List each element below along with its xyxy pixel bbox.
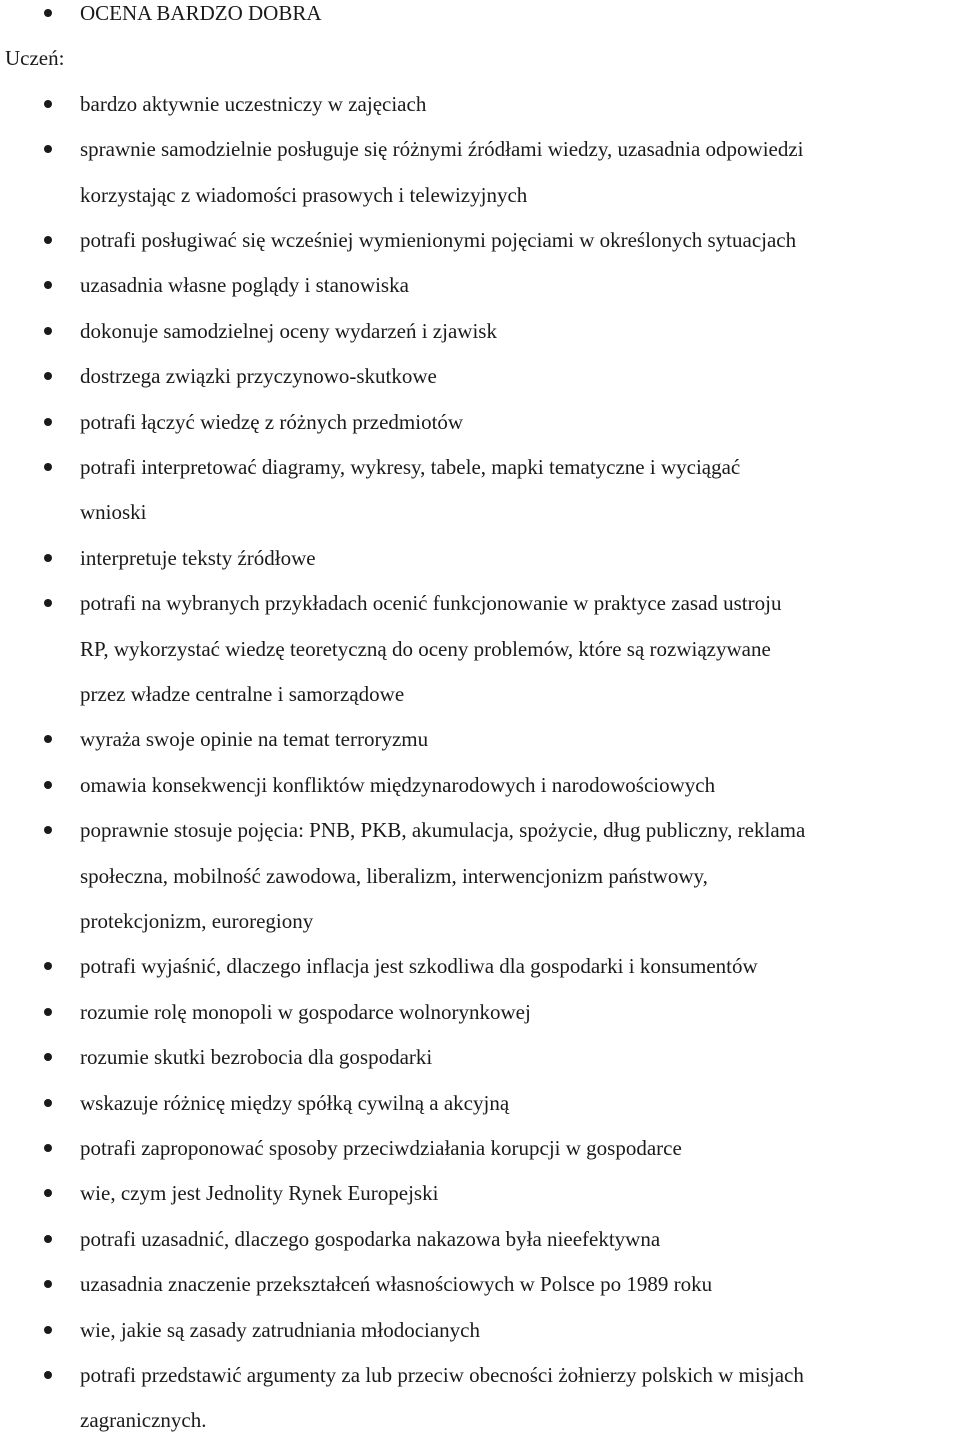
list-item bbox=[0, 308, 960, 354]
list-item-text: rozumie skutki bezrobocia dla gospodarki bbox=[80, 1045, 433, 1070]
bullet-icon bbox=[44, 1326, 52, 1334]
list-item bbox=[0, 1034, 960, 1080]
bullet-icon bbox=[44, 1189, 52, 1197]
list-item-text: sprawnie samodzielnie posługuje się różnymi źródłami wiedzy, uzasadnia odpowiedzi bbox=[80, 137, 804, 162]
list-item bbox=[0, 353, 960, 399]
list-item-continuation bbox=[0, 1397, 960, 1443]
bullet-icon bbox=[44, 1144, 52, 1152]
bullet-icon bbox=[44, 9, 52, 17]
list-item-text: potrafi posługiwać się wcześniej wymienionymi pojęciami w określonych sytuacjach bbox=[80, 228, 797, 252]
list-item-text: wnioski bbox=[80, 500, 147, 525]
list-item-text: RP, wykorzystać wiedzę teoretyczną do oceny problemów, które są rozwiązywane bbox=[80, 636, 771, 661]
list-item bbox=[0, 1080, 960, 1126]
list-item-continuation bbox=[0, 489, 960, 535]
list-item bbox=[0, 126, 960, 172]
list-item-text: wie, czym jest Jednolity Rynek Europejski bbox=[80, 1181, 439, 1206]
bullet-icon bbox=[44, 962, 52, 970]
bullet-icon bbox=[44, 781, 52, 789]
list-item bbox=[0, 989, 960, 1035]
list-item-text: wskazuje różnicę między spółką cywilną a akcyjną bbox=[80, 1090, 510, 1115]
list-item-text: poprawnie stosuje pojęcia: PNB, PKB, akumulacja, spożycie, dług publiczny, reklama bbox=[80, 818, 806, 843]
list-item-text: interpretuje teksty źródłowe bbox=[80, 545, 316, 570]
list-item-text: wyraża swoje opinie na temat terroryzmu bbox=[80, 727, 429, 752]
student-label: Uczeń: bbox=[5, 46, 65, 71]
list-item bbox=[0, 1170, 960, 1216]
list-item bbox=[0, 807, 960, 853]
bullet-icon bbox=[44, 281, 52, 289]
list-item bbox=[0, 444, 960, 490]
list-item-text: przez władze centralne i samorządowe bbox=[80, 682, 405, 706]
list-item-text: społeczna, mobilność zawodowa, liberalizm, interwencjonizm państwowy, bbox=[80, 863, 708, 888]
bullet-icon bbox=[44, 463, 52, 471]
bullet-icon bbox=[44, 1371, 52, 1379]
bullet-icon bbox=[44, 1008, 52, 1016]
list-item-text: protekcjonizm, euroregiony bbox=[80, 909, 314, 933]
bullet-icon bbox=[44, 145, 52, 153]
list-item bbox=[0, 217, 960, 263]
list-item-text: bardzo aktywnie uczestniczy w zajęciach bbox=[80, 91, 427, 116]
list-item-text: potrafi wyjaśnić, dlaczego inflacja jest szkodliwa dla gospodarki i konsumentów bbox=[80, 954, 758, 979]
bullet-icon bbox=[44, 735, 52, 743]
list-item bbox=[0, 762, 960, 808]
list-item-continuation bbox=[0, 671, 960, 717]
list-item bbox=[0, 81, 960, 127]
list-item-continuation bbox=[0, 626, 960, 672]
bullet-icon bbox=[44, 599, 52, 607]
list-item-text: rozumie rolę monopoli w gospodarce wolnorynkowej bbox=[80, 999, 531, 1024]
list-item bbox=[0, 535, 960, 581]
list-item bbox=[0, 1125, 960, 1171]
list-item bbox=[0, 399, 960, 445]
list-item-text: zagranicznych. bbox=[80, 1408, 207, 1433]
bullet-icon bbox=[44, 372, 52, 380]
bullet-icon bbox=[44, 100, 52, 108]
list-item-text: uzasadnia znaczenie przekształceń własnościowych w Polsce po 1989 roku bbox=[80, 1272, 713, 1297]
list-item-text: potrafi interpretować diagramy, wykresy, tabele, mapki tematyczne i wyciągać bbox=[80, 455, 741, 479]
list-item bbox=[0, 1307, 960, 1353]
list-item-text: potrafi przedstawić argumenty za lub przeciw obecności żołnierzy polskich w misjach bbox=[80, 1363, 804, 1387]
list-item bbox=[0, 262, 960, 308]
bullet-icon bbox=[44, 1099, 52, 1107]
bullet-icon bbox=[44, 1280, 52, 1288]
grade-heading-row bbox=[0, 0, 960, 36]
list-item-text: dokonuje samodzielnej oceny wydarzeń i zjawisk bbox=[80, 318, 497, 343]
list-item bbox=[0, 1352, 960, 1398]
list-item bbox=[0, 716, 960, 762]
list-item-text: potrafi zaproponować sposoby przeciwdziałania korupcji w gospodarce bbox=[80, 1136, 682, 1160]
list-item-text: korzystając z wiadomości prasowych i telewizyjnych bbox=[80, 182, 528, 207]
list-item-text: potrafi uzasadnić, dlaczego gospodarka nakazowa była nieefektywna bbox=[80, 1226, 661, 1251]
bullet-icon bbox=[44, 327, 52, 335]
list-item-continuation bbox=[0, 898, 960, 944]
list-item-text: uzasadnia własne poglądy i stanowiska bbox=[80, 273, 409, 298]
list-item-text: dostrzega związki przyczynowo-skutkowe bbox=[80, 364, 437, 389]
list-item-continuation bbox=[0, 853, 960, 899]
bullet-icon bbox=[44, 1235, 52, 1243]
list-item bbox=[0, 943, 960, 989]
list-item-text: omawia konsekwencji konfliktów międzynarodowych i narodowościowych bbox=[80, 772, 716, 797]
list-item-text: potrafi na wybranych przykładach ocenić funkcjonowanie w praktyce zasad ustroju bbox=[80, 591, 782, 616]
list-item-text: potrafi łączyć wiedzę z różnych przedmiotów bbox=[80, 409, 464, 434]
list-item bbox=[0, 1261, 960, 1307]
grade-heading: OCENA BARDZO DOBRA bbox=[80, 1, 322, 25]
list-item bbox=[0, 1216, 960, 1262]
bullet-icon bbox=[44, 826, 52, 834]
bullet-icon bbox=[44, 418, 52, 426]
student-label-row bbox=[0, 35, 960, 81]
bullet-icon bbox=[44, 554, 52, 562]
bullet-icon bbox=[44, 236, 52, 244]
list-item-text: wie, jakie są zasady zatrudniania młodocianych bbox=[80, 1317, 481, 1342]
bullet-icon bbox=[44, 1053, 52, 1061]
list-item bbox=[0, 580, 960, 626]
list-item-continuation bbox=[0, 172, 960, 218]
